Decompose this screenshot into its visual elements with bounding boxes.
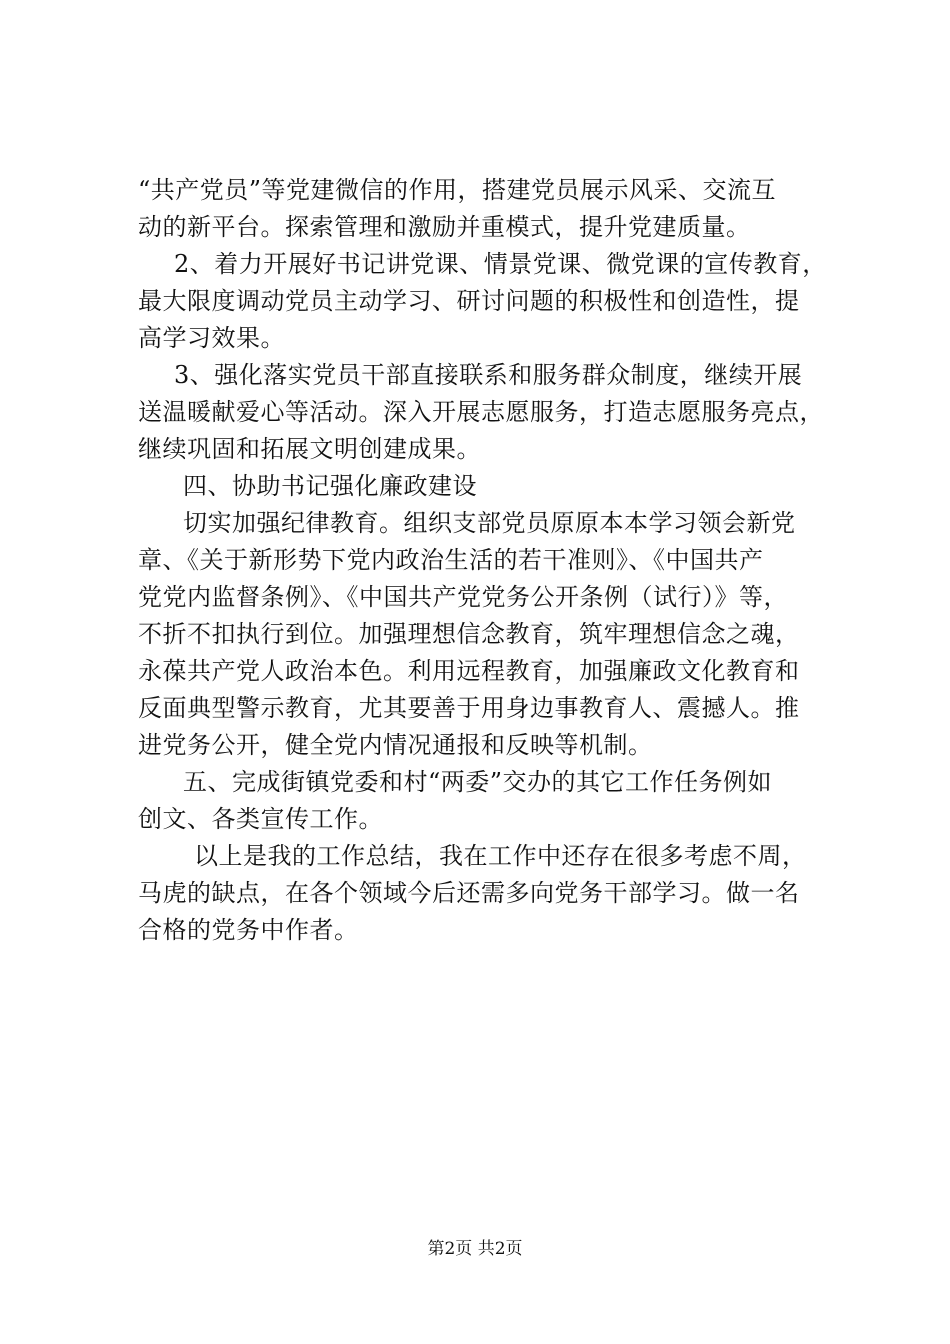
text-line: 动的新平台。探索管理和激励并重模式，提升党建质量。 — [138, 213, 751, 241]
text-line: 送温暖献爱心等活动。深入开展志愿服务，打造志愿服务亮点， — [138, 398, 824, 426]
text-line: 反面典型警示教育，尤其要善于用身边事教育人、震撼人。推 — [138, 694, 800, 722]
text-line: 继续巩固和拓展文明创建成果。 — [138, 435, 481, 463]
paragraph-start: 切实加强纪律教育。组织支部党员原原本本学习领会新党 — [183, 509, 796, 537]
conclusion-start: 以上是我的工作总结，我在工作中还存在很多考虑不周， — [194, 842, 807, 870]
text-line: 合格的党务中作者。 — [138, 916, 359, 944]
page-number-footer: 第2页 共2页 — [427, 1239, 523, 1259]
document-body — [138, 172, 838, 949]
text-line: 进党务公开，健全党内情况通报和反映等机制。 — [138, 731, 653, 759]
text-line: 党党内监督条例》、《中国共产党党务公开条例（试行）》等， — [138, 583, 788, 611]
text-line: 创文、各类宣传工作。 — [138, 805, 383, 833]
text-line: 最大限度调动党员主动学习、研讨问题的积极性和创造性，提 — [138, 287, 800, 315]
paragraph-item-2: 2、着力开展好书记讲党课、情景党课、微党课的宣传教育， — [174, 250, 827, 278]
text-line: 永葆共产党人政治本色。利用远程教育，加强廉政文化教育和 — [138, 657, 800, 685]
text-line: 不折不扣执行到位。加强理想信念教育，筑牢理想信念之魂， — [138, 620, 800, 648]
text-line: 高学习效果。 — [138, 324, 285, 352]
text-line: 章、《关于新形势下党内政治生活的若干准则》、《中国共产 — [138, 546, 764, 574]
section-heading-5: 五、完成街镇党委和村“两委”交办的其它工作任务例如 — [183, 768, 773, 796]
paragraph-item-3: 3、强化落实党员干部直接联系和服务群众制度，继续开展 — [174, 361, 803, 389]
text-line: 马虎的缺点，在各个领域今后还需多向党务干部学习。做一名 — [138, 879, 800, 907]
section-heading-4: 四、协助书记强化廉政建设 — [183, 472, 477, 500]
text-line: “共产党员”等党建微信的作用，搭建党员展示风采、交流互 — [138, 176, 777, 204]
